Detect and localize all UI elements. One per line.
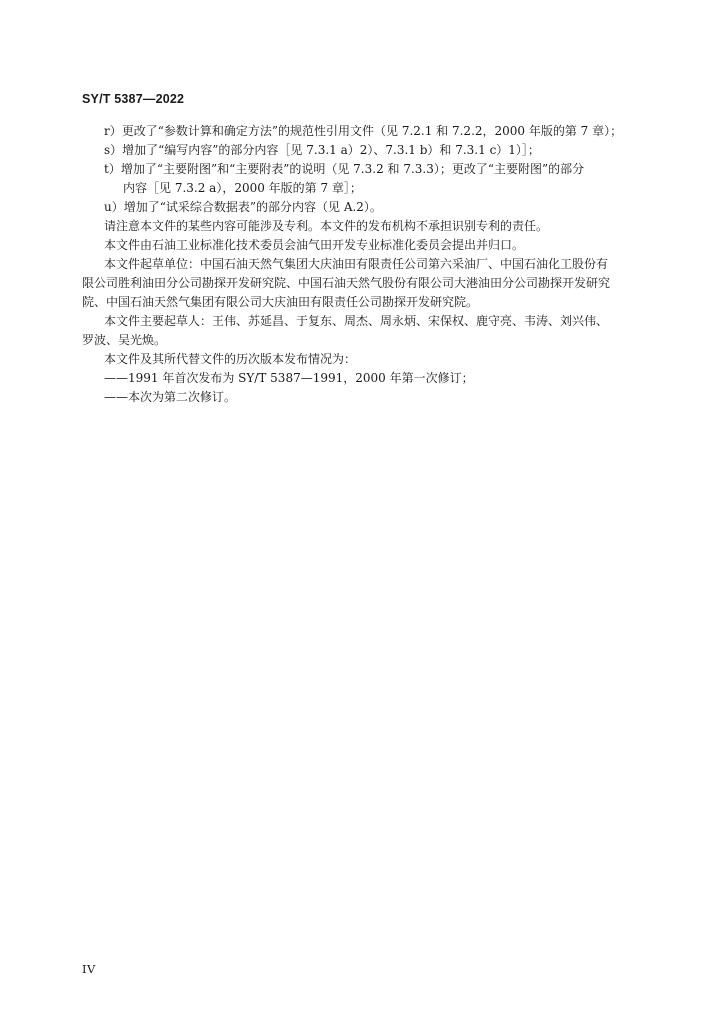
- change-item-s: s）增加了“编写内容”的部分内容［见 7.3.1 a）2）、7.3.1 b）和 7.3.1 c）1）］；: [104, 143, 540, 157]
- foreword-body: [82, 122, 642, 407]
- page-number: IV: [82, 962, 96, 976]
- change-item-t: t）增加了“主要附图”和“主要附表”的说明（见 7.3.2 和 7.3.3）；更改了“主要附图”的部分: [104, 162, 585, 176]
- history-item: ——本次为第二次修订。: [104, 390, 237, 404]
- drafters-line: 本文件主要起草人：王伟、苏延昌、于复东、周杰、周永炳、宋保权、鹿守亮、韦涛、刘兴伟、: [104, 314, 609, 328]
- history-intro: 本文件及其所代替文件的历次版本发布情况为：: [104, 352, 357, 366]
- standard-code: SY/T 5387—2022: [82, 92, 185, 106]
- drafters-line: 罗波、吴光焕。: [82, 333, 167, 347]
- drafting-units-line: 限公司胜利油田分公司勘探开发研究院、中国石油天然气股份有限公司大港油田分公司勘探开发研究: [82, 276, 611, 290]
- drafting-units-line: 本文件起草单位：中国石油天然气集团大庆油田有限责任公司第六采油厂、中国石油化工股份有: [104, 257, 609, 271]
- proposer-statement: 本文件由石油工业标准化技术委员会油气田开发专业标准化委员会提出并归口。: [104, 238, 525, 252]
- history-item: ——1991 年首次发布为 SY/T 5387—1991，2000 年第一次修订；: [104, 371, 474, 385]
- change-item-u: u）增加了“试采综合数据表”的部分内容（见 A.2）。: [104, 200, 382, 214]
- change-item-t-continued: 内容［见 7.3.2 a），2000 年版的第 7 章］；: [123, 181, 362, 195]
- drafting-units-line: 院、中国石油天然气集团有限公司大庆油田有限责任公司勘探开发研究院。: [82, 295, 479, 309]
- change-item-r: r）更改了“参数计算和确定方法”的规范性引用文件（见 7.2.1 和 7.2.2，2000 年版的第 7 章）；: [104, 124, 623, 138]
- patent-notice: 请注意本文件的某些内容可能涉及专利。本文件的发布机构不承担识别专利的责任。: [104, 219, 549, 233]
